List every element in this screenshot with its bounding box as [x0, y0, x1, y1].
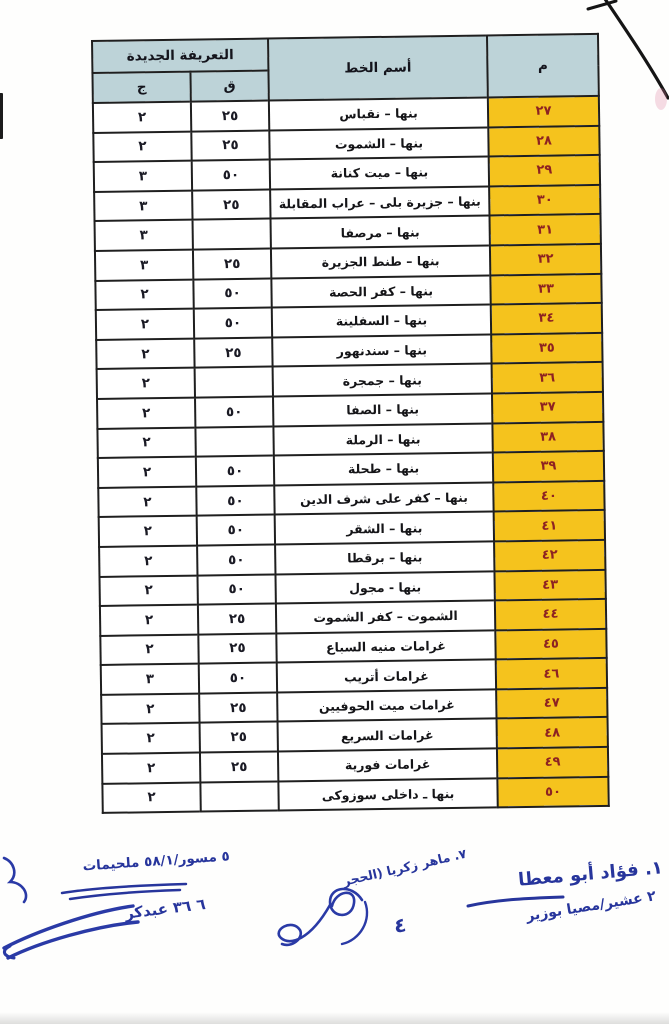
- pounds-cell: ٢: [96, 309, 194, 340]
- piasters-cell: ٢٥: [191, 130, 269, 161]
- line-name-cell: بنها – الصفا: [273, 393, 492, 426]
- line-name-cell: بنها – الرملة: [273, 423, 492, 456]
- line-name-cell: بنها ـ داخلى سوزوكى: [278, 778, 497, 811]
- line-name-cell: بنها – الشموت: [269, 127, 488, 160]
- pounds-cell: ٢: [99, 516, 197, 547]
- line-name-cell: غرامات منيه السباع: [276, 630, 495, 663]
- header-new-tariff: التعريفة الجديدة: [92, 39, 268, 73]
- row-number-cell: ٣٠: [489, 185, 600, 216]
- signature-flourish: [279, 905, 330, 945]
- header-row-number: م: [487, 34, 599, 98]
- piasters-cell: ٥٠: [194, 308, 272, 339]
- piasters-cell: ٥٠: [195, 396, 273, 427]
- row-number-cell: ٤٠: [493, 481, 604, 512]
- piasters-cell: ٢٥: [192, 189, 270, 220]
- pounds-cell: ٢: [102, 723, 200, 754]
- pounds-cell: ٣: [95, 250, 193, 281]
- piasters-cell: ٥٠: [196, 485, 274, 516]
- row-number-cell: ٤٥: [495, 629, 606, 660]
- row-number-cell: ٣٦: [492, 362, 603, 393]
- line-name-cell: بنها – طنط الجزيرة: [271, 245, 490, 278]
- header-pounds: ج: [92, 72, 190, 103]
- pounds-cell: ٣: [95, 220, 193, 251]
- corner-fold-line: [588, 1, 616, 9]
- line-name-cell: بنها – مرصفا: [271, 216, 490, 249]
- row-number-cell: ٣٣: [490, 273, 601, 304]
- pounds-cell: ٢: [97, 427, 195, 458]
- row-number-cell: ٣٤: [491, 303, 602, 334]
- piasters-cell: ٢٥: [191, 101, 269, 132]
- line-name-cell: بنها – نقباس: [269, 97, 488, 130]
- corner-fold-line: [603, 0, 668, 98]
- pounds-cell: ٢: [93, 102, 191, 133]
- tariff-table-grid: [91, 33, 610, 814]
- table-row: [102, 777, 608, 814]
- handwritten-note-5: ٥ مسور/٥٨/١ ملحيمات: [82, 848, 231, 875]
- piasters-cell: [195, 426, 273, 457]
- pounds-cell: ٢: [102, 753, 200, 784]
- piasters-cell: ٥٠: [193, 278, 271, 309]
- line-name-cell: بنها – كفر الحصة: [271, 275, 490, 308]
- piasters-cell: ٢٥: [200, 722, 278, 753]
- row-number-cell: ٤١: [494, 510, 605, 541]
- pounds-cell: ٢: [97, 398, 195, 429]
- piasters-cell: [193, 219, 271, 250]
- row-number-cell: ٤٧: [496, 688, 607, 719]
- line-name-cell: بنها – السفلينة: [272, 305, 491, 338]
- row-number-cell: ٥٠: [497, 777, 608, 808]
- row-number-cell: ٢٨: [488, 126, 599, 157]
- pounds-cell: ٢: [95, 279, 193, 310]
- handwritten-note-4: ٤: [392, 912, 408, 938]
- line-name-cell: بنها – طحلة: [274, 453, 493, 486]
- row-number-cell: ٣٢: [490, 244, 601, 275]
- pounds-cell: ٢: [99, 545, 197, 576]
- handwritten-note-6: ٦ ٣٦ عبدكر: [123, 894, 207, 923]
- piasters-cell: ٥٠: [197, 574, 275, 605]
- piasters-cell: ٢٥: [193, 248, 271, 279]
- pounds-cell: ٢: [101, 693, 199, 724]
- row-number-cell: ٣٧: [492, 392, 603, 423]
- piasters-cell: ٥٠: [196, 456, 274, 487]
- pounds-cell: ٢: [102, 782, 200, 813]
- line-name-cell: غرامات ميت الحوفيين: [277, 689, 496, 722]
- line-name-cell: غرامات السريع: [278, 719, 497, 752]
- line-name-cell: الشموت – كفر الشموت: [276, 601, 495, 634]
- line-name-cell: بنها – كفر على شرف الدين: [274, 482, 493, 515]
- scan-bottom-shadow: [0, 1012, 669, 1024]
- row-number-cell: ٣٥: [491, 333, 602, 364]
- handwritten-note-2: ٢ عشير/مصيا بوزير: [525, 888, 658, 925]
- row-number-cell: ٤٤: [495, 599, 606, 630]
- line-name-cell: بنها – ميت كنانة: [270, 157, 489, 190]
- row-number-cell: ٣٨: [492, 421, 603, 452]
- header-row-1: [92, 34, 598, 73]
- pounds-cell: ٢: [93, 131, 191, 162]
- piasters-cell: ٥٠: [199, 663, 277, 694]
- line-name-cell: بنها – برقطا: [275, 541, 494, 574]
- row-number-cell: ٣٩: [493, 451, 604, 482]
- piasters-cell: [200, 781, 278, 812]
- pounds-cell: ٢: [98, 486, 196, 517]
- pounds-cell: ٢: [99, 575, 197, 606]
- pounds-cell: ٢: [97, 368, 195, 399]
- scan-edge-mark: [0, 93, 3, 139]
- row-number-cell: ٤٨: [497, 717, 608, 748]
- header-piasters: ق: [190, 71, 268, 102]
- piasters-cell: [195, 367, 273, 398]
- header-line-name: أسم الخط: [268, 35, 488, 100]
- signature-flourish: [342, 902, 367, 944]
- line-name-cell: بنها - مجول: [275, 571, 494, 604]
- line-name-cell: بنها – جزيرة بلى – عراب المقابلة: [270, 186, 489, 219]
- row-number-cell: ٢٩: [489, 155, 600, 186]
- pounds-cell: ٢: [96, 338, 194, 369]
- row-number-cell: ٤٢: [494, 540, 605, 571]
- piasters-cell: ٥٠: [197, 515, 275, 546]
- piasters-cell: ٢٥: [200, 752, 278, 783]
- pounds-cell: ٢: [100, 634, 198, 665]
- pounds-cell: ٢: [100, 605, 198, 636]
- signature-flourish: [330, 889, 362, 915]
- row-number-cell: ٤٣: [494, 569, 605, 600]
- row-number-cell: ٤٦: [496, 658, 607, 689]
- handwritten-note-3: ٧. ماهر زكريا (الحجر: [341, 845, 468, 889]
- pounds-cell: ٣: [101, 664, 199, 695]
- signature-underline: [62, 884, 186, 899]
- line-name-cell: غرامات أتريب: [277, 660, 496, 693]
- piasters-cell: ٢٥: [199, 692, 277, 723]
- pounds-cell: ٣: [94, 161, 192, 192]
- piasters-cell: ٢٥: [198, 604, 276, 635]
- row-number-cell: ٢٧: [488, 96, 599, 127]
- pounds-cell: ٣: [94, 190, 192, 221]
- tariff-table: [91, 33, 610, 814]
- piasters-cell: ٢٥: [198, 633, 276, 664]
- line-name-cell: غرامات فورية: [278, 748, 497, 781]
- line-name-cell: بنها – جمجرة: [273, 364, 492, 397]
- signature-flourish: [4, 946, 14, 958]
- row-number-cell: ٤٩: [497, 747, 608, 778]
- handwritten-note-1: ١. فؤاد أبو معطا: [517, 857, 664, 891]
- ink-smudge: [655, 88, 667, 110]
- piasters-cell: ٥٠: [197, 544, 275, 575]
- piasters-cell: ٥٠: [192, 160, 270, 191]
- row-number-cell: ٣١: [489, 214, 600, 245]
- line-name-cell: بنها – الشقر: [275, 512, 494, 545]
- piasters-cell: ٢٥: [194, 337, 272, 368]
- pounds-cell: ٢: [98, 457, 196, 488]
- line-name-cell: بنها – سندنهور: [272, 334, 491, 367]
